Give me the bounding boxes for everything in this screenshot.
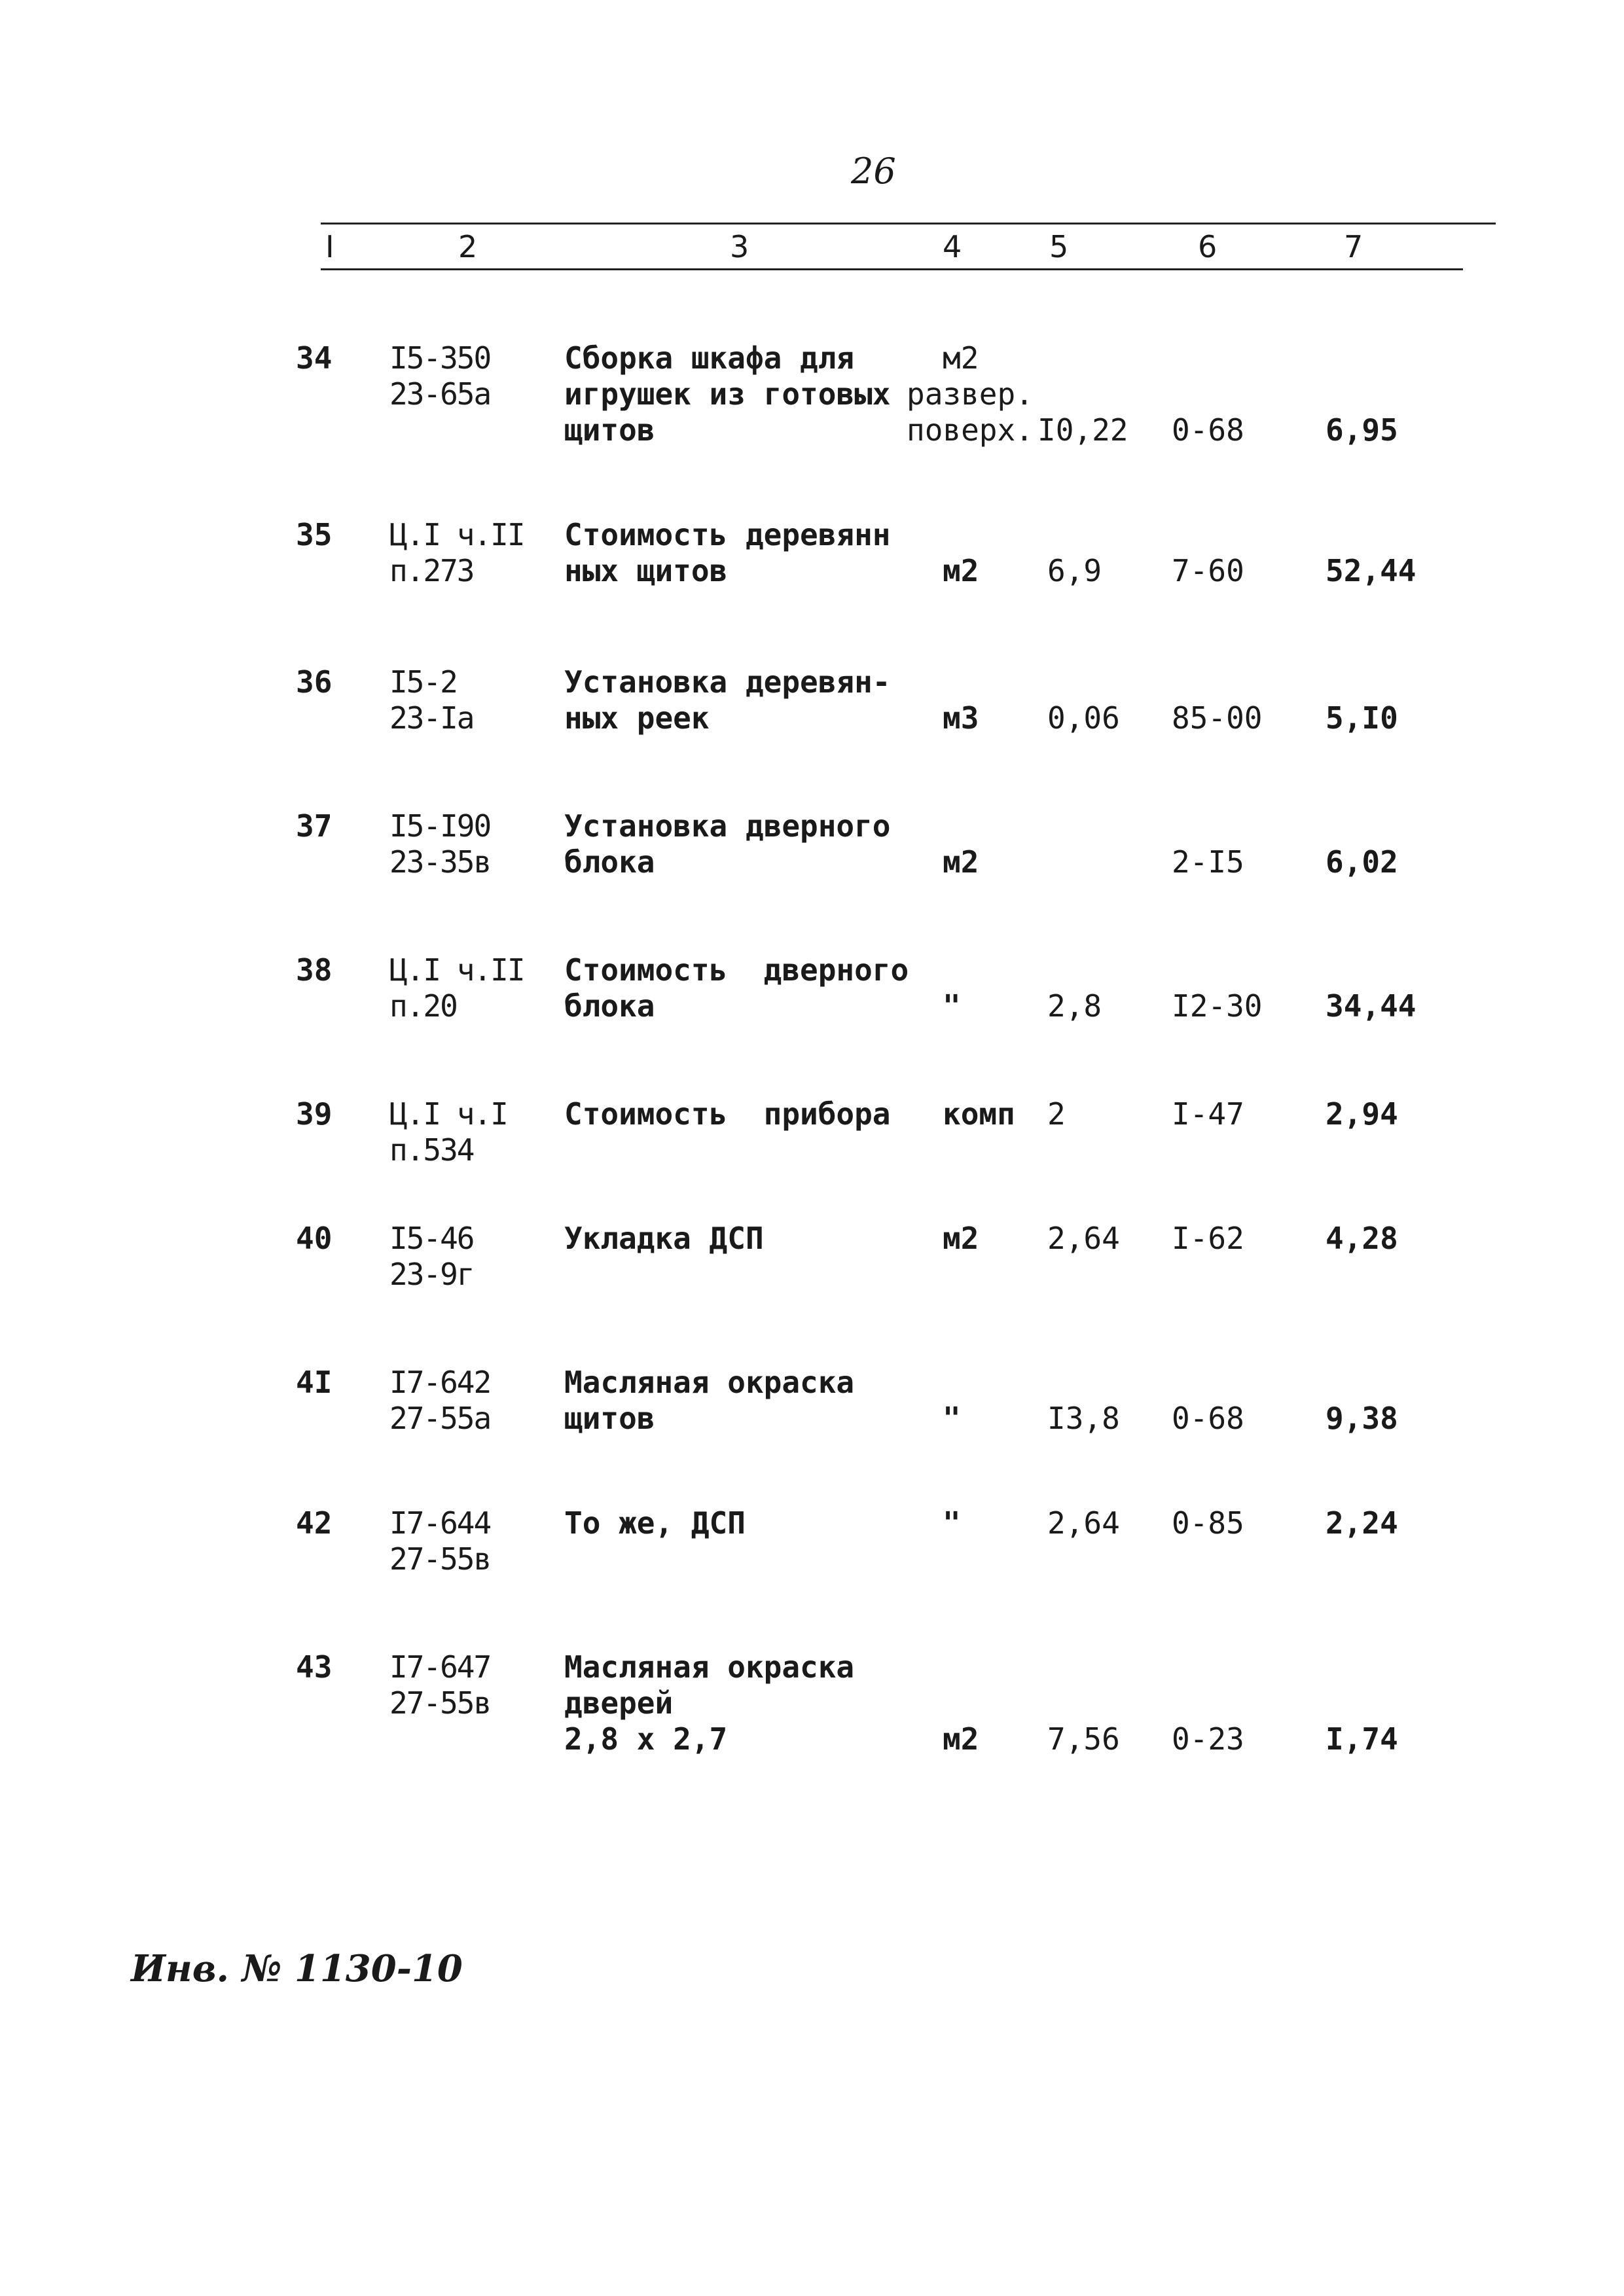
description-line: блока bbox=[564, 988, 655, 1024]
quantity: I3,8 bbox=[1047, 1401, 1120, 1436]
unit: м2 bbox=[943, 844, 979, 880]
unit-price: I-62 bbox=[1172, 1221, 1244, 1256]
description-line: Установка деревян- bbox=[564, 664, 891, 700]
unit: " bbox=[943, 1401, 961, 1436]
column-header-6: 6 bbox=[1198, 229, 1218, 264]
description-line: Стоимость дверного bbox=[564, 952, 909, 988]
description-line: щитов bbox=[564, 412, 655, 448]
unit: м3 bbox=[943, 700, 979, 736]
quantity: 2,8 bbox=[1047, 988, 1102, 1024]
column-header-2: 2 bbox=[458, 229, 478, 264]
unit-price: 0-68 bbox=[1172, 1401, 1244, 1436]
description-line: Масляная окраска bbox=[564, 1365, 855, 1400]
code-line: 27-55в bbox=[389, 1541, 491, 1577]
total-cost: 52,44 bbox=[1326, 553, 1416, 588]
unit: м2 bbox=[943, 1221, 979, 1256]
column-header-4: 4 bbox=[943, 229, 962, 264]
description-line: щитов bbox=[564, 1401, 655, 1436]
code-line: п.534 bbox=[389, 1132, 474, 1168]
code-line: Ц.I ч.I bbox=[389, 1096, 507, 1132]
description-line: Масляная окраска bbox=[564, 1649, 855, 1685]
quantity: 2 bbox=[1047, 1096, 1066, 1132]
total-cost: 2,94 bbox=[1326, 1096, 1398, 1132]
unit-price: I2-30 bbox=[1172, 988, 1263, 1024]
code-line: 27-55в bbox=[389, 1685, 491, 1721]
code-line: 27-55а bbox=[389, 1401, 491, 1436]
unit-price: 0-68 bbox=[1172, 412, 1244, 448]
unit: м2 bbox=[943, 553, 979, 588]
unit-line: развер. bbox=[907, 376, 1034, 412]
row-number: 37 bbox=[296, 808, 333, 844]
quantity: I0,22 bbox=[1038, 412, 1128, 448]
column-header-7: 7 bbox=[1344, 229, 1363, 264]
unit-line: м2 bbox=[943, 340, 979, 376]
row-number: 39 bbox=[296, 1096, 333, 1132]
unit-price: 0-23 bbox=[1172, 1721, 1244, 1757]
unit: " bbox=[943, 1505, 961, 1541]
column-header-3: 3 bbox=[730, 229, 749, 264]
row-number: 42 bbox=[296, 1505, 333, 1541]
code-line: п.273 bbox=[389, 553, 474, 588]
unit: м2 bbox=[943, 1721, 979, 1757]
description-line: Установка дверного bbox=[564, 808, 891, 844]
header-top-rule bbox=[321, 223, 1496, 224]
code-line: Ц.I ч.II bbox=[389, 517, 524, 552]
unit: " bbox=[943, 988, 961, 1024]
description-line: ных реек bbox=[564, 700, 710, 736]
unit-price: I-47 bbox=[1172, 1096, 1244, 1132]
code-line: 23-9г bbox=[389, 1257, 474, 1292]
code-line: I7-644 bbox=[389, 1505, 491, 1541]
code-line: I7-647 bbox=[389, 1649, 491, 1685]
total-cost: 6,02 bbox=[1326, 844, 1398, 880]
code-line: п.20 bbox=[389, 988, 457, 1024]
row-number: 40 bbox=[296, 1221, 333, 1256]
quantity: 6,9 bbox=[1047, 553, 1102, 588]
unit-price: 7-60 bbox=[1172, 553, 1244, 588]
description-line: Укладка ДСП bbox=[564, 1221, 764, 1256]
code-line: I5-2 bbox=[389, 664, 457, 700]
row-number: 36 bbox=[296, 664, 333, 700]
row-number: 43 bbox=[296, 1649, 333, 1685]
code-line: 23-65a bbox=[389, 376, 491, 412]
code-line: Ц.I ч.II bbox=[389, 952, 524, 988]
description-line: дверей bbox=[564, 1685, 674, 1721]
column-header-1: I bbox=[325, 229, 334, 264]
description-line: блока bbox=[564, 844, 655, 880]
unit-price: 85-00 bbox=[1172, 700, 1263, 736]
unit-price: 0-85 bbox=[1172, 1505, 1244, 1541]
total-cost: I,74 bbox=[1326, 1721, 1398, 1757]
unit: комп bbox=[943, 1096, 1015, 1132]
total-cost: 2,24 bbox=[1326, 1505, 1398, 1541]
description-line: Стоимость деревянн bbox=[564, 517, 891, 552]
description-line: То же, ДСП bbox=[564, 1505, 746, 1541]
description-line: Стоимость прибора bbox=[564, 1096, 891, 1132]
description-line: игрушек из готовых bbox=[564, 376, 891, 412]
code-line: I7-642 bbox=[389, 1365, 491, 1400]
total-cost: 9,38 bbox=[1326, 1401, 1398, 1436]
quantity: 7,56 bbox=[1047, 1721, 1120, 1757]
total-cost: 34,44 bbox=[1326, 988, 1416, 1024]
code-line: 23-35в bbox=[389, 844, 491, 880]
unit-price: 2-I5 bbox=[1172, 844, 1244, 880]
code-line: I5-46 bbox=[389, 1221, 474, 1256]
inventory-number: Инв. № 1130-10 bbox=[131, 1947, 463, 1990]
row-number: 4I bbox=[296, 1365, 333, 1400]
total-cost: 6,95 bbox=[1326, 412, 1398, 448]
page-number: 26 bbox=[851, 151, 896, 192]
code-line: 23-Iа bbox=[389, 700, 474, 736]
quantity: 2,64 bbox=[1047, 1505, 1120, 1541]
row-number: 38 bbox=[296, 952, 333, 988]
description-line: 2,8 х 2,7 bbox=[564, 1721, 728, 1757]
total-cost: 4,28 bbox=[1326, 1221, 1398, 1256]
total-cost: 5,I0 bbox=[1326, 700, 1398, 736]
description-line: ных щитов bbox=[564, 553, 728, 588]
code-line: I5-350 bbox=[389, 340, 491, 376]
description-line: Сборка шкафа для bbox=[564, 340, 855, 376]
code-line: I5-I90 bbox=[389, 808, 491, 844]
row-number: 35 bbox=[296, 517, 333, 552]
column-header-5: 5 bbox=[1049, 229, 1069, 264]
header-bottom-rule bbox=[321, 268, 1463, 270]
row-number: 34 bbox=[296, 340, 333, 376]
quantity: 2,64 bbox=[1047, 1221, 1120, 1256]
quantity: 0,06 bbox=[1047, 700, 1120, 736]
unit-line: поверх. bbox=[907, 412, 1034, 448]
